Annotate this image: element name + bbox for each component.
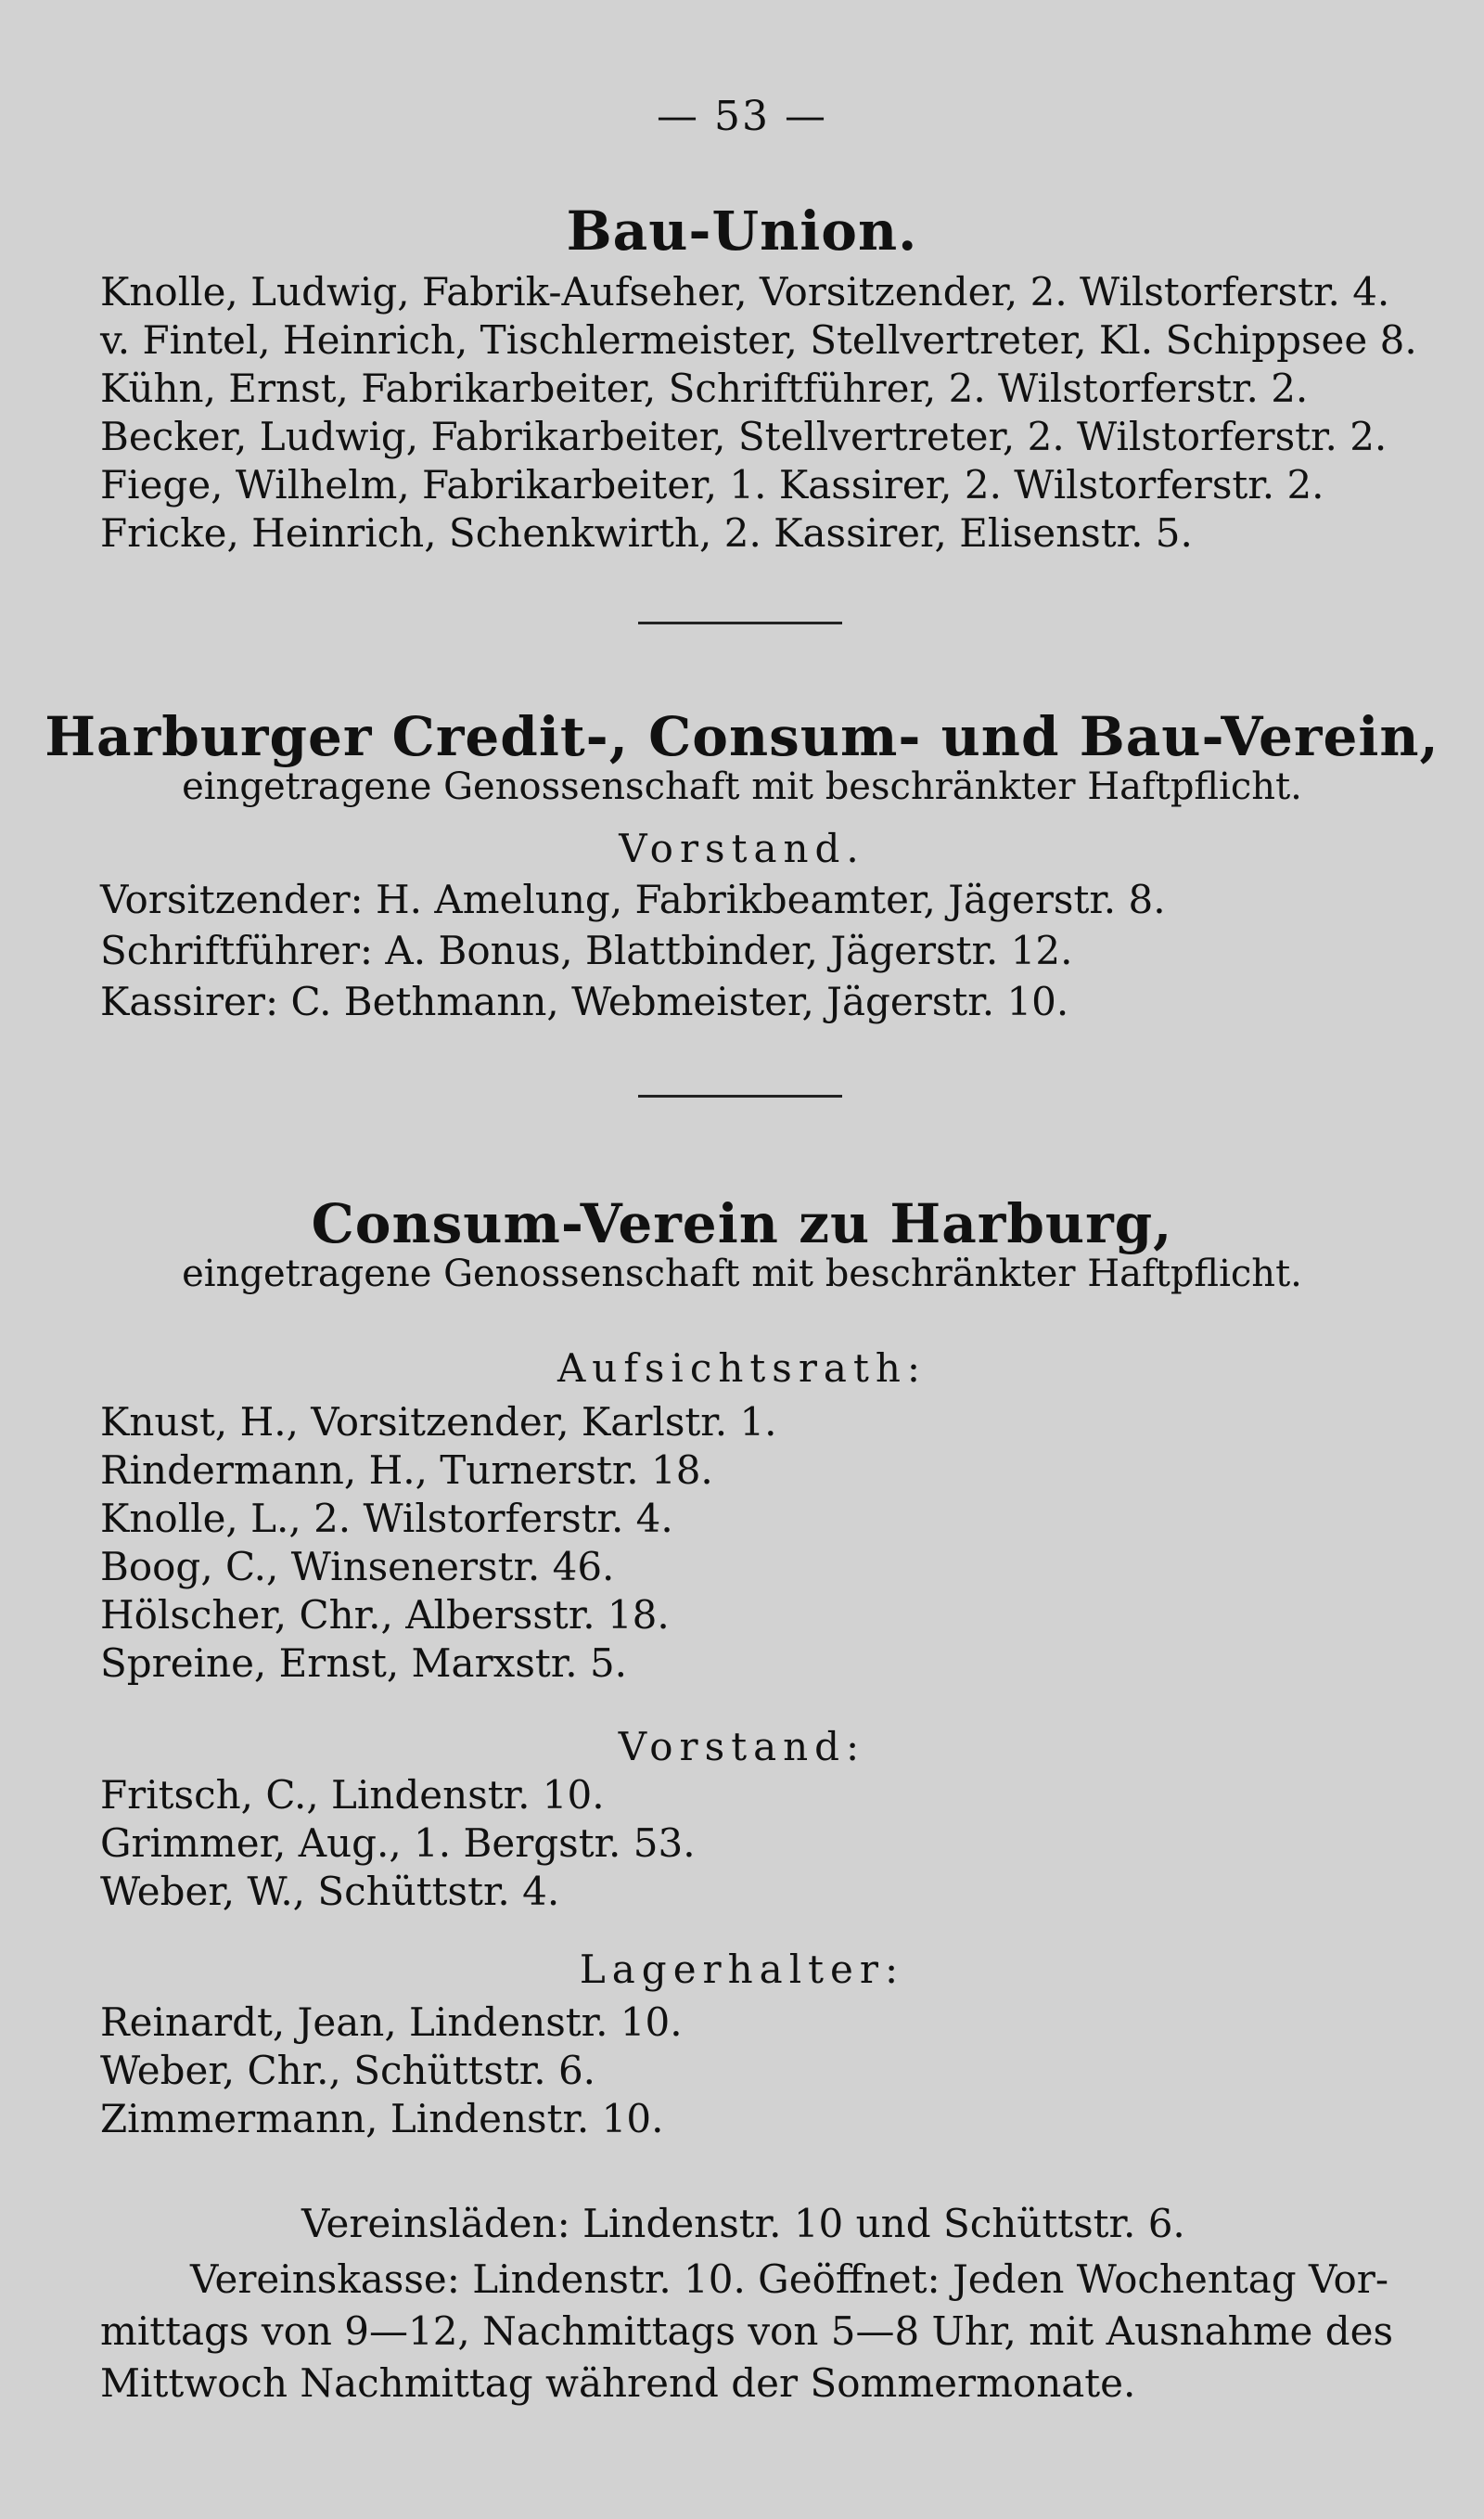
vereinskasse-line: mittags von 9—12, Nachmittags von 5—8 Uhr, mit Ausnahme des	[100, 2308, 1394, 2354]
vereinslaeden-line: Vereinsläden: Lindenstr. 10 und Schüttstr. 6.	[301, 2201, 1185, 2246]
aufsichtsrath-label: Aufsichtsrath:	[556, 1345, 928, 1391]
vereinskasse-line: Mittwoch Nachmittag während der Sommermonate.	[100, 2360, 1136, 2406]
member-line: Fricke, Heinrich, Schenkwirth, 2. Kassirer, Elisenstr. 5.	[100, 510, 1193, 556]
member-line: Becker, Ludwig, Fabrikarbeiter, Stellvertreter, 2. Wilstorferstr. 2.	[100, 414, 1388, 459]
board-line: Schriftführer: A. Bonus, Blattbinder, Jägerstr. 12.	[100, 928, 1073, 973]
board-line: Vorsitzender: H. Amelung, Fabrikbeamter, Jägerstr. 8.	[100, 877, 1166, 922]
section-title-consum-verein: Consum-Verein zu Harburg,	[311, 1192, 1173, 1255]
aufsichtsrath-line: Knolle, L., 2. Wilstorferstr. 4.	[100, 1496, 673, 1541]
member-line: Fiege, Wilhelm, Fabrikarbeiter, 1. Kassirer, 2. Wilstorferstr. 2.	[100, 462, 1324, 508]
board-line: Kassirer: C. Bethmann, Webmeister, Jägerstr. 10.	[100, 979, 1069, 1024]
lagerhalter-line: Zimmermann, Lindenstr. 10.	[100, 2096, 664, 2141]
section-subtitle: eingetragene Genossenschaft mit beschränkter Haftpflicht.	[182, 765, 1302, 808]
aufsichtsrath-line: Knust, H., Vorsitzender, Karlstr. 1.	[100, 1399, 777, 1445]
page-number: — 53 —	[657, 93, 827, 140]
aufsichtsrath-line: Spreine, Ernst, Marxstr. 5.	[100, 1640, 628, 1686]
vereinskasse-line: Vereinskasse: Lindenstr. 10. Geöffnet: Jeden Wochentag Vor-	[190, 2256, 1389, 2302]
section-divider	[638, 1095, 842, 1098]
aufsichtsrath-line: Boog, C., Winsenerstr. 46.	[100, 1544, 615, 1589]
vorstand-label: Vorstand:	[618, 1724, 866, 1769]
lagerhalter-line: Reinardt, Jean, Lindenstr. 10.	[100, 1999, 683, 2045]
vorstand-line: Weber, W., Schüttstr. 4.	[100, 1869, 560, 1914]
vorstand-line: Grimmer, Aug., 1. Bergstr. 53.	[100, 1820, 696, 1866]
member-line: v. Fintel, Heinrich, Tischlermeister, Stellvertreter, Kl. Schippsee 8.	[100, 317, 1417, 363]
aufsichtsrath-line: Hölscher, Chr., Albersstr. 18.	[100, 1592, 670, 1638]
section-title-credit-verein: Harburger Credit-, Consum- und Bau-Verein,	[45, 705, 1439, 768]
board-label: Vorstand.	[619, 826, 865, 871]
member-line: Knolle, Ludwig, Fabrik-Aufseher, Vorsitzender, 2. Wilstorferstr. 4.	[100, 269, 1390, 315]
section-subtitle: eingetragene Genossenschaft mit beschränkter Haftpflicht.	[182, 1253, 1302, 1295]
lagerhalter-label: Lagerhalter:	[579, 1947, 905, 1992]
vorstand-line: Fritsch, C., Lindenstr. 10.	[100, 1772, 605, 1818]
section-divider	[638, 622, 842, 624]
lagerhalter-line: Weber, Chr., Schüttstr. 6.	[100, 2048, 596, 2093]
aufsichtsrath-line: Rindermann, H., Turnerstr. 18.	[100, 1447, 713, 1493]
member-line: Kühn, Ernst, Fabrikarbeiter, Schriftführer, 2. Wilstorferstr. 2.	[100, 366, 1309, 411]
section-title-bau-union: Bau-Union.	[566, 199, 918, 263]
